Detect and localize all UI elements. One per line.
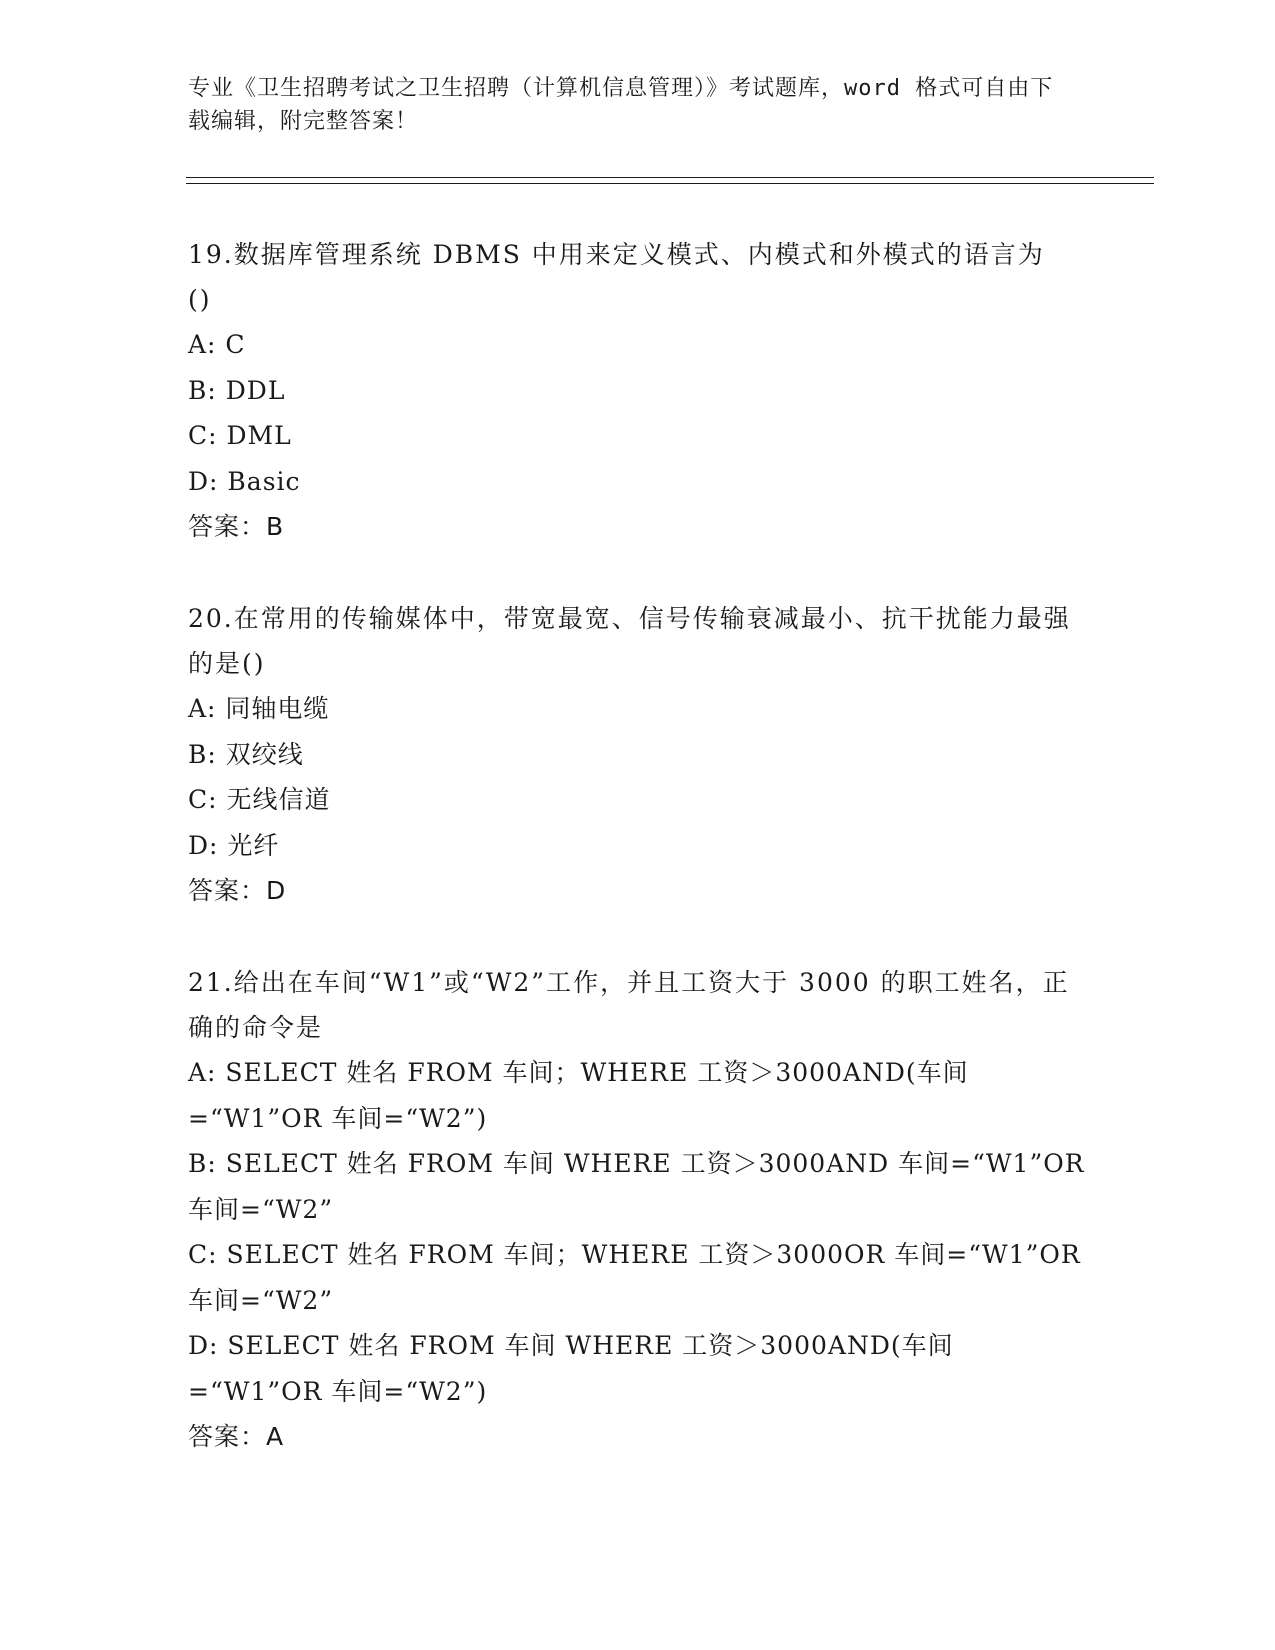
answer: 答案：B bbox=[188, 512, 285, 541]
option-d: D: Basic bbox=[188, 466, 301, 496]
option-c: C: 无线信道 bbox=[188, 785, 331, 814]
option-a: A: C bbox=[188, 330, 246, 359]
option-b: B: SELECT 姓名 FROM 车间 WHERE 工资＞3000AND 车间=“W1”OR 车间=“W2” bbox=[188, 1149, 1085, 1224]
header-divider-top bbox=[186, 177, 1154, 178]
option-a: A: 同轴电缆 bbox=[188, 694, 330, 723]
question-text: 19.数据库管理系统 DBMS 中用来定义模式、内模式和外模式的语言为() bbox=[188, 240, 1045, 314]
header-divider-bottom bbox=[186, 183, 1154, 184]
option-b: B: 双绞线 bbox=[188, 739, 304, 769]
option-d: D: SELECT 姓名 FROM 车间 WHERE 工资＞3000AND(车间=“W1”OR 车间=“W2”) bbox=[188, 1331, 954, 1406]
answer: 答案：A bbox=[188, 1422, 285, 1451]
question-19 bbox=[188, 232, 1068, 549]
option-c: C: SELECT 姓名 FROM 车间；WHERE 工资＞3000OR 车间=“W1”OR 车间=“W2” bbox=[188, 1240, 1081, 1315]
question-text: 20.在常用的传输媒体中，带宽最宽、信号传输衰减最小、抗干扰能力最强的是() bbox=[188, 604, 1071, 678]
question-20 bbox=[188, 596, 1078, 913]
document-header: 专业《卫生招聘考试之卫生招聘（计算机信息管理）》考试题库，word 格式可自由下载编辑，附完整答案！ bbox=[188, 76, 1054, 134]
option-c: C: DML bbox=[188, 421, 292, 450]
option-d: D: 光纤 bbox=[188, 830, 280, 860]
option-b: B: DDL bbox=[188, 375, 286, 405]
answer: 答案：D bbox=[188, 876, 287, 905]
question-21 bbox=[188, 960, 1088, 1459]
question-text: 21.给出在车间“W1”或“W2”工作，并且工资大于 3000 的职工姓名，正确的命令是 bbox=[188, 968, 1070, 1042]
option-a: A: SELECT 姓名 FROM 车间；WHERE 工资＞3000AND(车间=“W1”OR 车间=“W2”) bbox=[188, 1058, 969, 1133]
